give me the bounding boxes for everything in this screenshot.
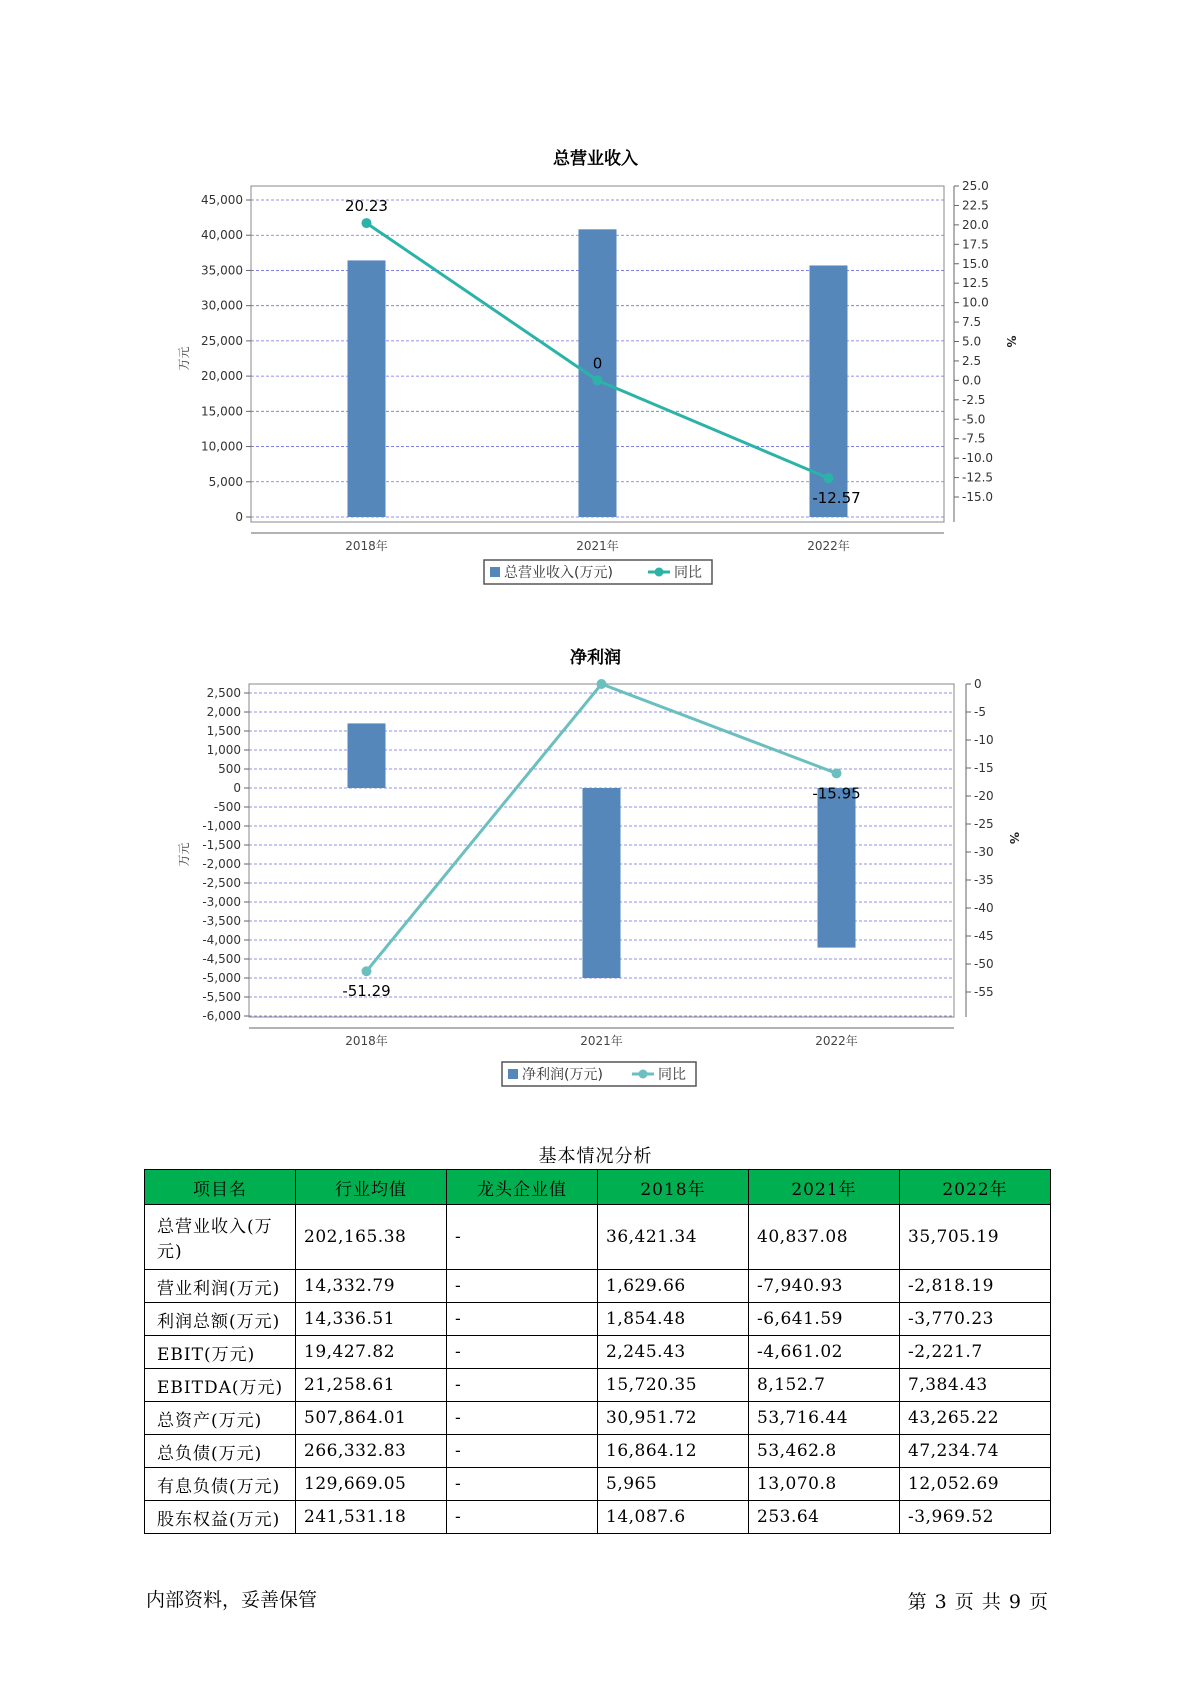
row-name-cell: 总营业收入(万元) [145,1205,296,1270]
left-tick-label: 500 [218,762,241,776]
left-tick-label: 1,000 [206,743,241,757]
table-cell: -2,818.19 [900,1270,1051,1303]
legend [502,1062,696,1086]
series-point [362,218,372,228]
table-cell: - [447,1270,598,1303]
header-leader-value: 龙头企业值 [447,1170,598,1205]
right-tick-label: 10.0 [962,295,989,310]
table-cell: 2,245.43 [598,1336,749,1369]
table-cell: -6,641.59 [749,1303,900,1336]
right-tick-label: -5 [974,705,986,719]
right-tick-label: -2.5 [962,392,986,407]
net-profit-chart [0,665,1191,1095]
table-cell: 36,421.34 [598,1205,749,1270]
left-tick-label: 1,500 [206,724,241,738]
series-point [832,768,842,778]
right-tick-label: 15.0 [962,256,989,271]
left-tick-label: -1,500 [202,838,241,852]
chart-title-net-profit: 净利润 [570,648,621,668]
left-tick-label: -500 [213,800,241,814]
x-tick-label: 2022年 [815,1034,858,1048]
table-cell: -3,770.23 [900,1303,1051,1336]
row-name-cell: 总资产(万元) [145,1402,296,1435]
right-tick-label: -35 [974,873,994,887]
left-tick-label: -3,000 [202,895,241,909]
x-tick-label: 2022年 [807,539,850,553]
left-axis-title: 万元 [177,346,191,371]
left-tick-label: 2,000 [206,705,241,719]
bar [583,788,621,978]
table-cell: 14,336.51 [296,1303,447,1336]
bar [818,788,856,948]
right-tick-label: -40 [974,901,994,915]
table-cell: - [447,1501,598,1534]
right-tick-label: 2.5 [962,353,982,368]
right-tick-label: 5.0 [962,334,982,349]
data-label: -15.95 [812,784,861,803]
table-cell: - [447,1369,598,1402]
right-tick-label: -7.5 [962,431,986,446]
header-item-name: 项目名 [145,1170,296,1205]
table-cell: 53,462.8 [749,1435,900,1468]
table-cell: 53,716.44 [749,1402,900,1435]
right-axis-title: % [1004,335,1018,348]
right-tick-label: 7.5 [962,315,982,330]
right-tick-label: -10 [974,733,994,747]
table-cell: - [447,1468,598,1501]
left-axis-title: 万元 [177,842,191,867]
table-header-row [145,1170,1051,1205]
table-row [145,1336,1051,1369]
right-tick-label: -10.0 [962,451,994,466]
right-axis-title: % [1007,831,1021,845]
bar [348,723,386,788]
left-tick-label: -4,000 [202,933,241,947]
left-tick-label: 30,000 [201,298,243,313]
table-cell: - [447,1336,598,1369]
left-tick-label: -3,500 [202,914,241,928]
left-tick-label: -2,500 [202,876,241,890]
table-cell: 13,070.8 [749,1468,900,1501]
x-tick-label: 2021年 [580,1034,623,1048]
x-tick-label: 2021年 [576,539,619,553]
table-cell: 241,531.18 [296,1501,447,1534]
row-name-cell: EBITDA(万元) [145,1369,296,1402]
series-point [597,679,607,689]
table-cell: 129,669.05 [296,1468,447,1501]
series-point [824,473,834,483]
data-label: 0 [592,354,603,373]
x-tick-label: 2018年 [345,539,388,553]
table-caption: 基本情况分析 [538,1146,653,1167]
table-row [145,1468,1051,1501]
right-tick-label: -5.0 [962,412,986,427]
table-cell: 266,332.83 [296,1435,447,1468]
footer-page-number: 第 3 页 共 9 页 [907,1591,1049,1613]
row-name-cell: 有息负债(万元) [145,1468,296,1501]
left-tick-label: 25,000 [201,333,243,348]
right-tick-label: 17.5 [962,237,989,252]
left-tick-label: -4,500 [202,952,241,966]
left-tick-label: -2,000 [202,857,241,871]
right-tick-label: 0.0 [962,373,982,388]
table-cell: 30,951.72 [598,1402,749,1435]
left-tick-label: 5,000 [208,474,243,489]
table-cell: - [447,1205,598,1270]
table-cell: 16,864.12 [598,1435,749,1468]
table-cell: 47,234.74 [900,1435,1051,1468]
table-row [145,1369,1051,1402]
left-tick-label: -5,500 [202,990,241,1004]
x-tick-label: 2018年 [345,1034,388,1048]
table-cell: 7,384.43 [900,1369,1051,1402]
table-cell: 507,864.01 [296,1402,447,1435]
table-cell: 19,427.82 [296,1336,447,1369]
table-cell: 202,165.38 [296,1205,447,1270]
left-tick-label: 0 [233,781,241,795]
series-point [362,966,372,976]
table-cell: 8,152.7 [749,1369,900,1402]
table-cell: 1,854.48 [598,1303,749,1336]
legend-bar-swatch [508,1069,518,1079]
table-row [145,1270,1051,1303]
table-cell: 43,265.22 [900,1402,1051,1435]
table-cell: - [447,1402,598,1435]
table-row [145,1303,1051,1336]
data-label: -12.57 [812,489,861,508]
legend-line-marker [639,1070,648,1079]
legend-bar-swatch [490,567,500,577]
right-tick-label: 0 [974,677,982,691]
table-cell: - [447,1303,598,1336]
table-cell: 1,629.66 [598,1270,749,1303]
right-tick-label: -55 [974,985,994,999]
left-tick-label: 40,000 [201,228,243,243]
right-tick-label: -15 [974,761,994,775]
right-tick-label: 12.5 [962,276,989,291]
table-cell: 253.64 [749,1501,900,1534]
left-tick-label: 15,000 [201,404,243,419]
right-tick-label: -50 [974,957,994,971]
right-tick-label: 22.5 [962,198,989,213]
bar [579,229,617,517]
legend-bar-label: 净利润(万元) [522,1067,603,1083]
basic-analysis-table [144,1169,1051,1534]
data-label: -51.29 [342,982,391,1001]
table-cell: -3,969.52 [900,1501,1051,1534]
table-cell: 40,837.08 [749,1205,900,1270]
revenue-chart [0,170,1191,610]
table-cell: 14,087.6 [598,1501,749,1534]
header-2022: 2022年 [900,1170,1051,1205]
right-tick-label: -25 [974,817,994,831]
legend [484,560,712,584]
left-tick-label: -1,000 [202,819,241,833]
legend-line-marker [655,568,664,577]
right-tick-label: -30 [974,845,994,859]
header-2018: 2018年 [598,1170,749,1205]
data-label: 20.23 [345,197,388,216]
table-cell: -4,661.02 [749,1336,900,1369]
series-point [593,375,603,385]
right-tick-label: -45 [974,929,994,943]
row-name-cell: 利润总额(万元) [145,1303,296,1336]
row-name-cell: 总负债(万元) [145,1435,296,1468]
left-tick-label: -6,000 [202,1009,241,1023]
row-name-cell: 营业利润(万元) [145,1270,296,1303]
left-tick-label: 45,000 [201,193,243,207]
footer-confidential: 内部资料，妥善保管 [146,1589,318,1611]
table-cell: -2,221.7 [900,1336,1051,1369]
row-name-cell: 股东权益(万元) [145,1501,296,1534]
row-name-cell: EBIT(万元) [145,1336,296,1369]
table-cell: 35,705.19 [900,1205,1051,1270]
left-tick-label: 35,000 [201,263,243,278]
legend-line-label: 同比 [658,1067,686,1083]
table-cell: 12,052.69 [900,1468,1051,1501]
table-row [145,1435,1051,1468]
table-row [145,1501,1051,1534]
right-tick-label: -15.0 [962,490,994,504]
header-2021: 2021年 [749,1170,900,1205]
right-tick-label: 25.0 [962,179,989,193]
legend-line-label: 同比 [674,565,702,581]
left-tick-label: 2,500 [206,686,241,700]
header-industry-average: 行业均值 [296,1170,447,1205]
table-row [145,1205,1051,1270]
bar [348,260,386,517]
left-tick-label: 0 [235,510,243,524]
right-tick-label: 20.0 [962,217,989,232]
left-tick-label: 20,000 [201,369,243,384]
table-cell: 21,258.61 [296,1369,447,1402]
right-tick-label: -20 [974,789,994,803]
table-row [145,1402,1051,1435]
left-tick-label: -5,000 [202,971,241,985]
table-cell: 5,965 [598,1468,749,1501]
table-cell: -7,940.93 [749,1270,900,1303]
right-tick-label: -12.5 [962,470,994,485]
table-cell: 14,332.79 [296,1270,447,1303]
legend-bar-label: 总营业收入(万元) [504,565,613,581]
table-cell: 15,720.35 [598,1369,749,1402]
left-tick-label: 10,000 [201,439,243,454]
table-cell: - [447,1435,598,1468]
chart-title-revenue: 总营业收入 [553,149,638,169]
